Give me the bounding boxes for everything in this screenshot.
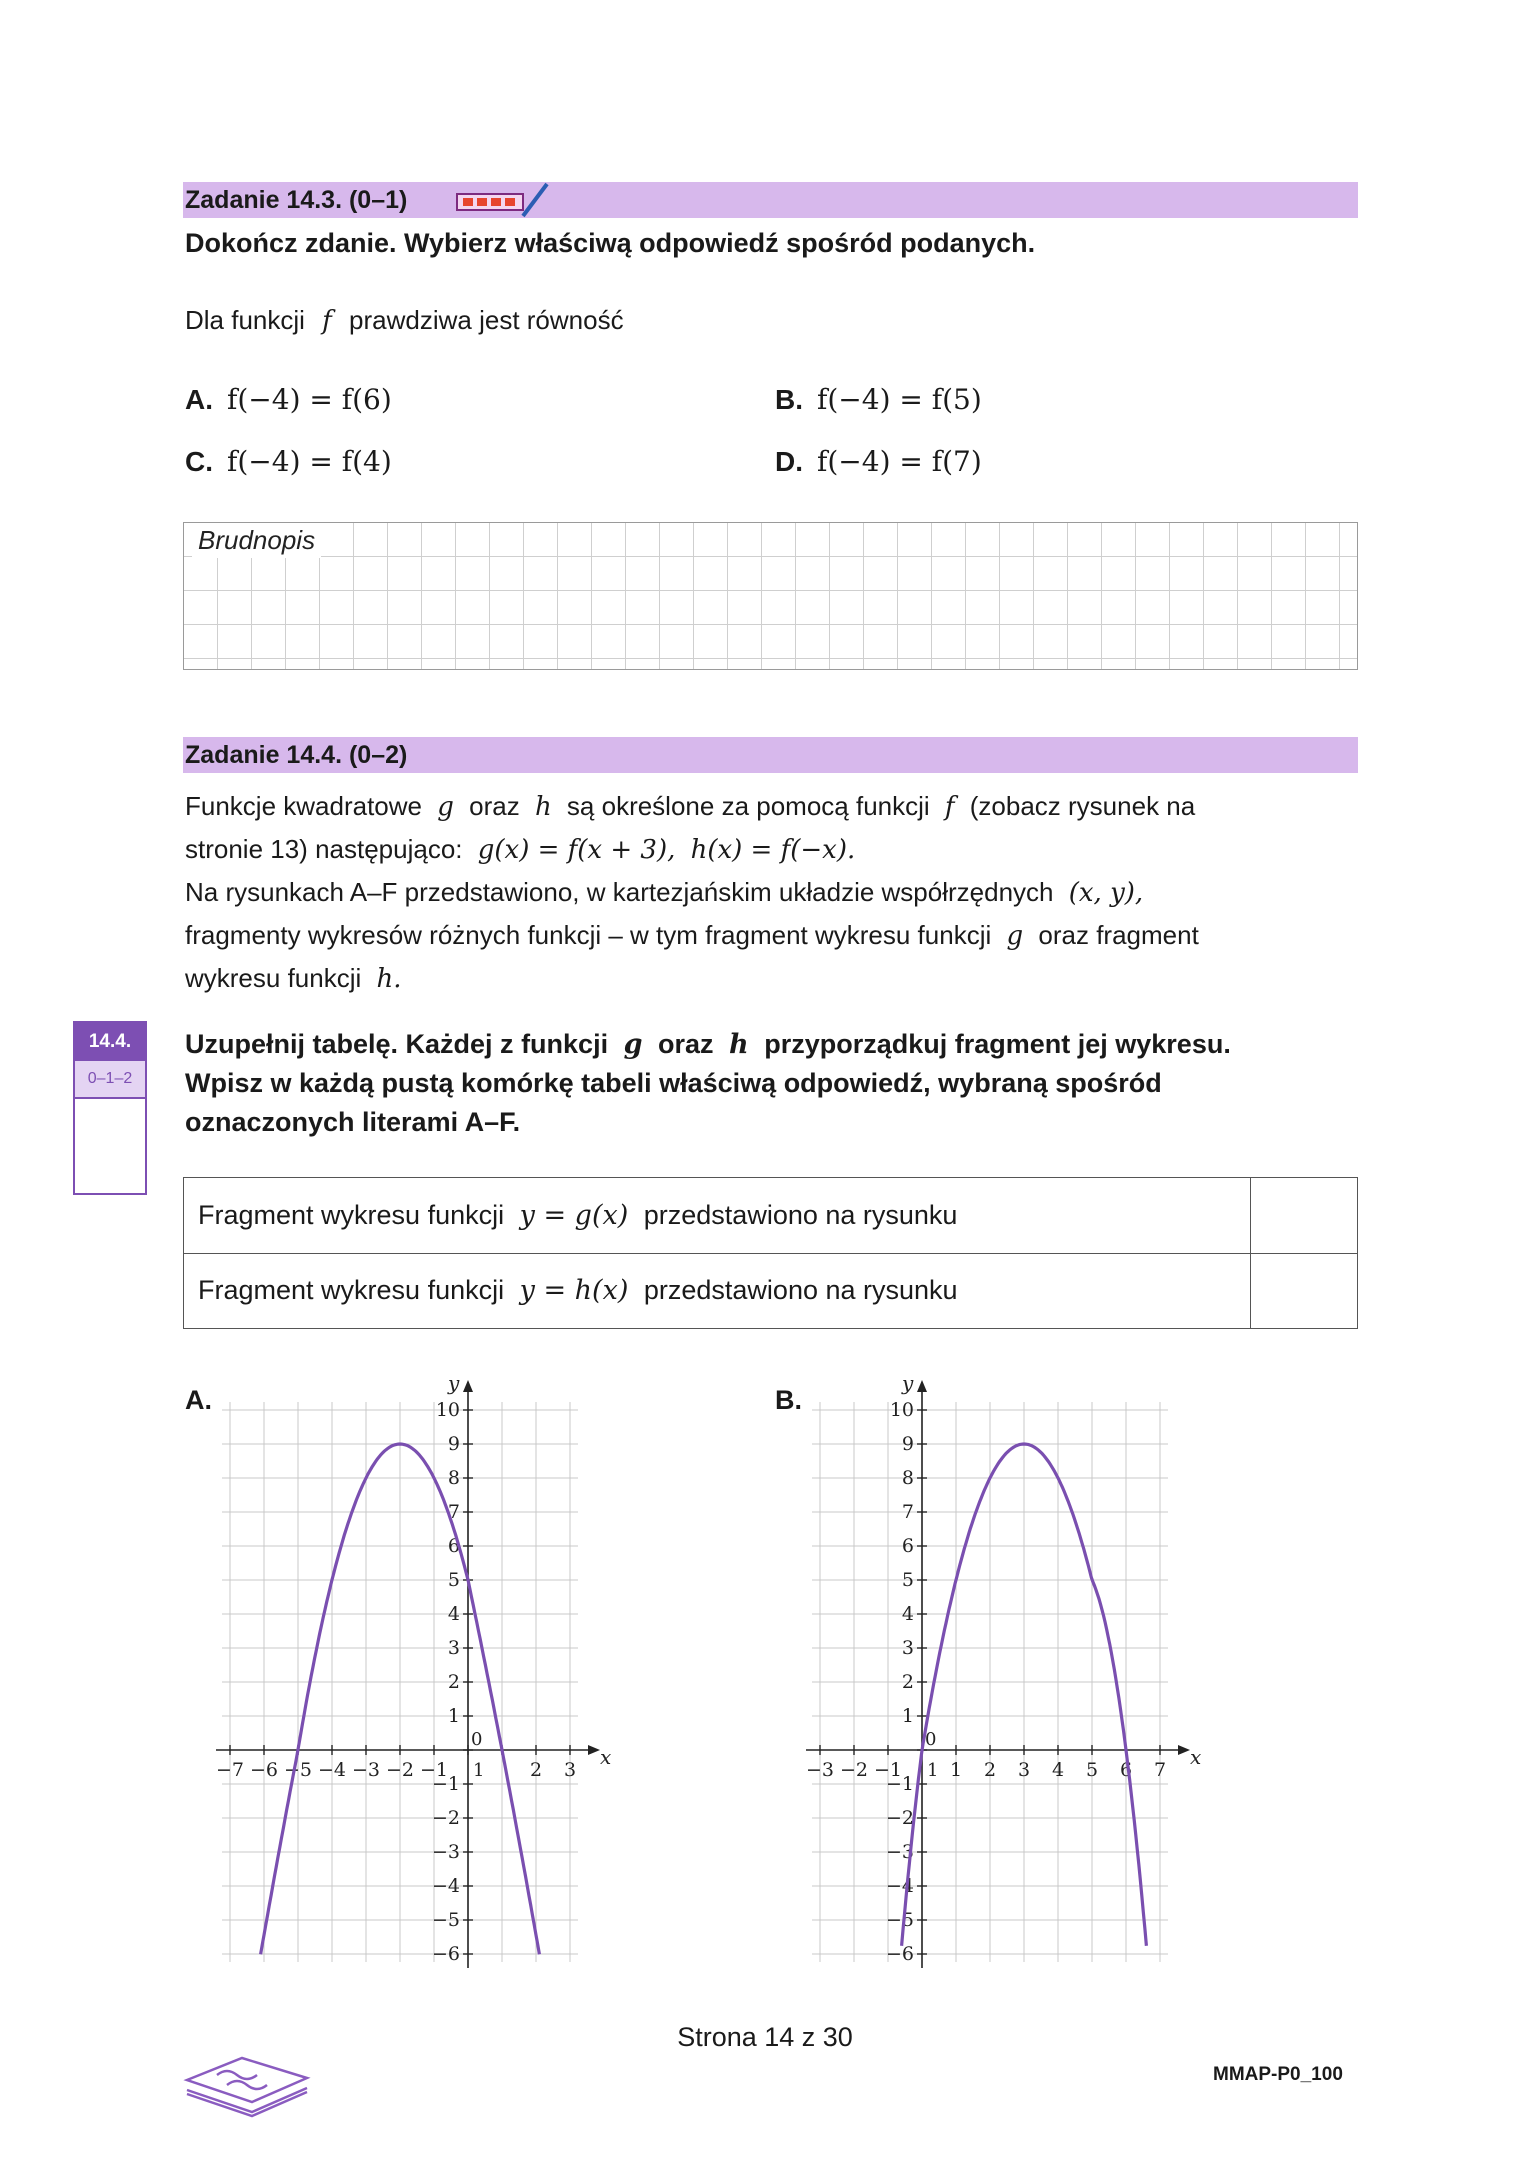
y-axis-label: y <box>448 1375 460 1395</box>
x-axis-arrow <box>1178 1745 1190 1755</box>
task-14-3-title: Zadanie 14.3. (0–1) <box>185 186 408 214</box>
y-tick-label: 9 <box>447 1433 460 1455</box>
x-tick-label: −3 <box>805 1759 835 1781</box>
y-axis-arrow <box>917 1380 927 1392</box>
y-tick-label: 3 <box>901 1637 914 1659</box>
intro-line-1: Funkcje kwadratowe g oraz h są określone za pomocą funkcji f (zobacz rysunek na <box>185 791 1196 822</box>
y-tick-label: 4 <box>447 1603 460 1625</box>
task-14-4-instruction <box>185 1025 1231 1142</box>
option-math: f(−4) = f(7) <box>817 445 982 478</box>
task-14-3-instruction: Dokończ zdanie. Wybierz właściwą odpowiedź spośród podanych. <box>185 228 1036 258</box>
instruction-line-2: Wpisz w każdą pustą komórkę tabeli właściwą odpowiedź, wybraną spośród <box>185 1068 1162 1098</box>
calculator-pencil-icon <box>455 180 555 220</box>
y-tick-label: −4 <box>431 1875 460 1897</box>
y-tick-label: 10 <box>889 1399 914 1421</box>
x-tick-label: −7 <box>215 1759 245 1781</box>
y-tick-label: −2 <box>431 1807 460 1829</box>
score-entry-field[interactable] <box>75 1099 145 1191</box>
task-14-4-intro <box>185 785 1199 1000</box>
instruction-line-1: Uzupełnij tabelę. Każdej z funkcji g oraz h przyporządkuj fragment jej wykresu. <box>185 1029 1231 1060</box>
y-tick-label: 2 <box>901 1671 914 1693</box>
intro-line-4: fragmenty wykresów różnych funkcji – w tym fragment wykresu funkcji g oraz fragment <box>185 920 1199 951</box>
score-box <box>73 1021 147 1195</box>
intro-line-3: Na rysunkach A–F przedstawiono, w kartezjańskim układzie współrzędnych (x, y), <box>185 877 1144 908</box>
option-c[interactable] <box>185 445 392 478</box>
x-axis-arrow <box>588 1745 600 1755</box>
option-letter: D. <box>775 446 803 477</box>
exam-code: MMAP-P0_100 <box>1213 2064 1343 2085</box>
y-tick-label: 2 <box>447 1671 460 1693</box>
x-tick-label: −1 <box>419 1759 449 1781</box>
table-row-h <box>184 1253 1358 1329</box>
scratch-area[interactable] <box>183 522 1358 670</box>
option-b[interactable] <box>775 383 982 416</box>
y-tick-label: 10 <box>435 1399 460 1421</box>
y-tick-label: 5 <box>447 1569 460 1591</box>
task-14-3-prompt <box>185 305 624 336</box>
x-axis-label: x <box>600 1745 612 1769</box>
option-a[interactable] <box>185 383 392 416</box>
y-tick-label: 1 <box>447 1705 460 1727</box>
x-tick-label: −1 <box>873 1759 903 1781</box>
intro-line-5: wykresu funkcji h. <box>185 963 402 994</box>
intro-line-2: stronie 13) następująco: g(x) = f(x + 3), h(x) = f(−x). <box>185 834 856 865</box>
y-axis-arrow <box>463 1380 473 1392</box>
option-letter: B. <box>775 384 803 415</box>
y-tick-label: 9 <box>901 1433 914 1455</box>
y-tick-label: −2 <box>885 1807 914 1829</box>
y-tick-label: 7 <box>447 1501 460 1523</box>
score-task-number: 14.4. <box>75 1023 145 1061</box>
x-tick-label: −5 <box>283 1759 313 1781</box>
origin-label: 0 <box>925 1729 937 1750</box>
x-tick-label: −3 <box>351 1759 381 1781</box>
prompt-var: f <box>322 306 332 336</box>
y-tick-label: −3 <box>431 1841 460 1863</box>
graph-a <box>200 1375 620 1995</box>
y-tick-label: −1 <box>431 1773 460 1795</box>
y-tick-label: −5 <box>431 1909 460 1931</box>
option-math: f(−4) = f(5) <box>817 383 982 416</box>
graph-b <box>790 1375 1210 1995</box>
x-tick-label: 2 <box>529 1759 543 1781</box>
table-cell-text: Fragment wykresu funkcji y = g(x) przedstawiono na rysunku <box>184 1178 1251 1254</box>
y-tick-label: 8 <box>901 1467 914 1489</box>
x-tick-label: −2 <box>385 1759 415 1781</box>
task-14-4-title: Zadanie 14.4. (0–2) <box>185 741 408 769</box>
option-letter: A. <box>185 384 213 415</box>
y-tick-label: 6 <box>447 1535 460 1557</box>
y-tick-label: −3 <box>885 1841 914 1863</box>
y-tick-label: −6 <box>431 1943 460 1965</box>
x-tick-label: −2 <box>839 1759 869 1781</box>
y-axis-label: y <box>902 1375 914 1395</box>
x-tick-label: 5 <box>1085 1759 1099 1781</box>
option-d[interactable] <box>775 445 982 478</box>
x-tick-label: −6 <box>249 1759 279 1781</box>
y-tick-label: −1 <box>885 1773 914 1795</box>
answer-table <box>183 1177 1358 1329</box>
y-tick-label: −5 <box>885 1909 914 1931</box>
x-axis-label: x <box>1190 1745 1202 1769</box>
y-tick-label: 5 <box>901 1569 914 1591</box>
y-tick-label: 3 <box>447 1637 460 1659</box>
graph-a-label: A. <box>185 1385 212 1415</box>
scratch-label: Brudnopis <box>192 523 321 558</box>
x-tick-label: 6 <box>1119 1759 1133 1781</box>
table-cell-text: Fragment wykresu funkcji y = h(x) przedstawiono na rysunku <box>184 1253 1251 1329</box>
y-tick-label: −4 <box>885 1875 914 1897</box>
y-tick-label: 8 <box>447 1467 460 1489</box>
option-math: f(−4) = f(4) <box>227 445 392 478</box>
prompt-text: Dla funkcji <box>185 305 305 335</box>
answer-cell-h[interactable] <box>1251 1253 1358 1329</box>
option-math: f(−4) = f(6) <box>227 383 392 416</box>
y-tick-label: 7 <box>901 1501 914 1523</box>
y-tick-label: −6 <box>885 1943 914 1965</box>
x-tick-label: 1 <box>949 1759 963 1781</box>
y-tick-label: 4 <box>901 1603 914 1625</box>
x-tick-label: 4 <box>1051 1759 1065 1781</box>
x-tick-label: 3 <box>1017 1759 1031 1781</box>
y-tick-label: 6 <box>901 1535 914 1557</box>
unit-label: 1 <box>927 1760 939 1781</box>
graph-b-label: B. <box>775 1385 802 1415</box>
x-tick-label: −4 <box>317 1759 347 1781</box>
instruction-line-3: oznaczonych literami A–F. <box>185 1107 521 1137</box>
score-range: 0–1–2 <box>75 1061 145 1099</box>
table-row-g <box>184 1178 1358 1254</box>
answer-cell-g[interactable] <box>1251 1178 1358 1254</box>
x-tick-label: 3 <box>563 1759 577 1781</box>
x-tick-label: 2 <box>983 1759 997 1781</box>
page-number: Strona 14 z 30 <box>677 2022 853 2052</box>
y-tick-label: 1 <box>901 1705 914 1727</box>
prompt-text-2: prawdziwa jest równość <box>349 305 624 335</box>
unit-label: 1 <box>473 1760 485 1781</box>
x-tick-label: 7 <box>1153 1759 1167 1781</box>
origin-label: 0 <box>471 1729 483 1750</box>
option-letter: C. <box>185 446 213 477</box>
